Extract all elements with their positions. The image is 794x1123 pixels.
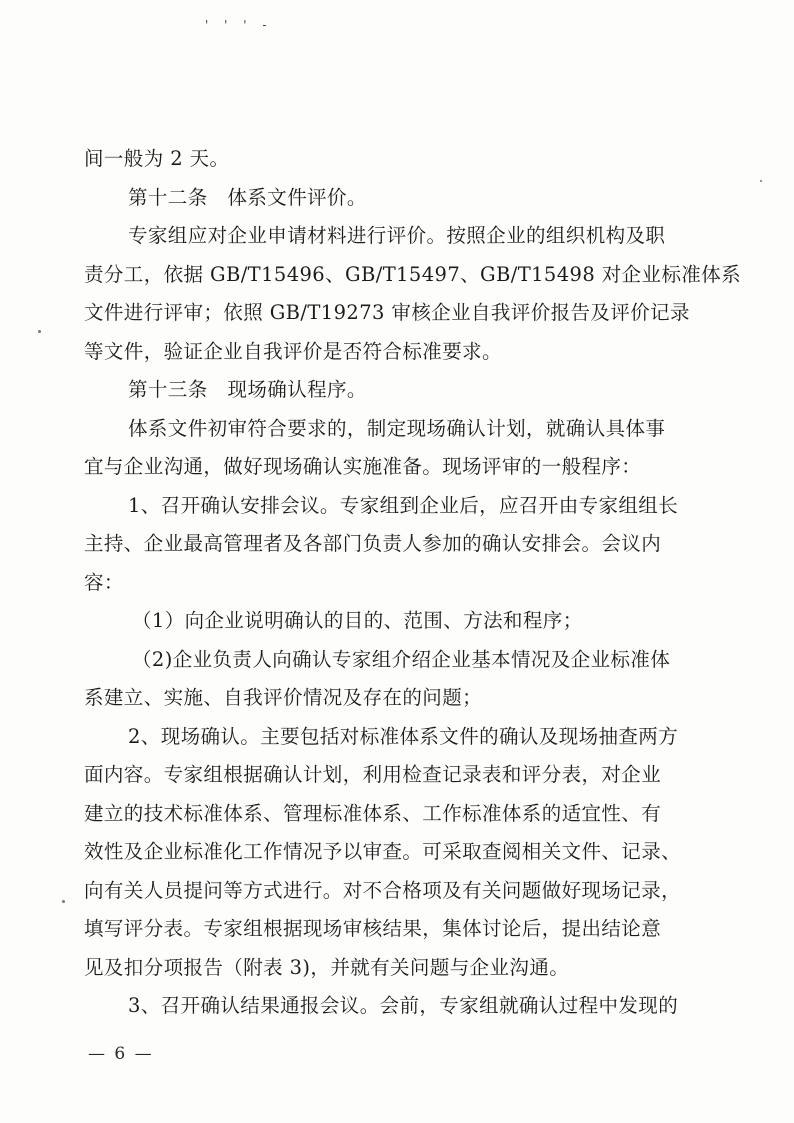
paragraph-line: 专家组应对企业申请材料进行评价。按照企业的组织机构及职 (128, 224, 666, 247)
list-item-line: 2、现场确认。主要包括对标准体系文件的确认及现场抽查两方 (128, 724, 679, 748)
scan-marks: ' ' ' - (205, 18, 273, 32)
paragraph-line: 效性及企业标准化工作情况予以审查。可采取查阅相关文件、记录、 (84, 840, 682, 863)
scan-speck (760, 180, 762, 182)
paragraph-line: 体系文件初审符合要求的，制定现场确认计划，就确认具体事 (128, 416, 666, 440)
sub-item-line: （1）向企业说明确认的目的、范围、方法和程序； (132, 609, 583, 632)
paragraph-line: 宜与企业沟通，做好现场确认实施准备。现场评审的一般程序： (84, 455, 642, 478)
paragraph-line: 填写评分表。专家组根据现场审核结果，集体讨论后，提出结论意 (84, 917, 662, 940)
paragraph-line: 容： (84, 570, 124, 594)
document-body (84, 140, 742, 1026)
scan-speck (38, 330, 41, 333)
paragraph-line: 责分工，依据 GB/T15496、GB/T15497、GB/T15498 对企业标准体系 (84, 262, 742, 286)
paragraph-line: 文件进行评审；依照 GB/T19273 审核企业自我评价报告及评价记录 (84, 301, 690, 324)
list-item-line: 3、召开确认结果通报会议。会前，专家组就确认过程中发现的 (128, 994, 679, 1017)
paragraph-line: 间一般为 2 天。 (84, 147, 230, 170)
article-heading: 第十三条 现场确认程序。 (128, 378, 367, 401)
list-item-line: 1、召开确认安排会议。专家组到企业后，应召开由专家组组长 (128, 493, 679, 517)
scan-speck (62, 900, 65, 903)
page-number: — 6 — (88, 1044, 154, 1064)
paragraph-line: 系建立、实施、自我评价情况及存在的问题； (84, 686, 483, 709)
paragraph-line: 向有关人员提问等方式进行。对不合格项及有关问题做好现场记录， (84, 878, 682, 902)
paragraph-line: 建立的技术标准体系、管理标准体系、工作标准体系的适宜性、有 (84, 801, 662, 825)
paragraph-line: 等文件，验证企业自我评价是否符合标准要求。 (84, 339, 502, 363)
paragraph-line: 见及扣分项报告（附表 3)，并就有关问题与企业沟通。 (84, 955, 570, 979)
sub-item-line: （2)企业负责人向确认专家组介绍企业基本情况及企业标准体 (132, 647, 671, 671)
article-heading: 第十二条 体系文件评价。 (128, 185, 367, 209)
paragraph-line: 主持、企业最高管理者及各部门负责人参加的确认安排会。会议内 (84, 532, 662, 555)
paragraph-line: 面内容。专家组根据确认计划，利用检查记录表和评分表，对企业 (84, 763, 662, 786)
